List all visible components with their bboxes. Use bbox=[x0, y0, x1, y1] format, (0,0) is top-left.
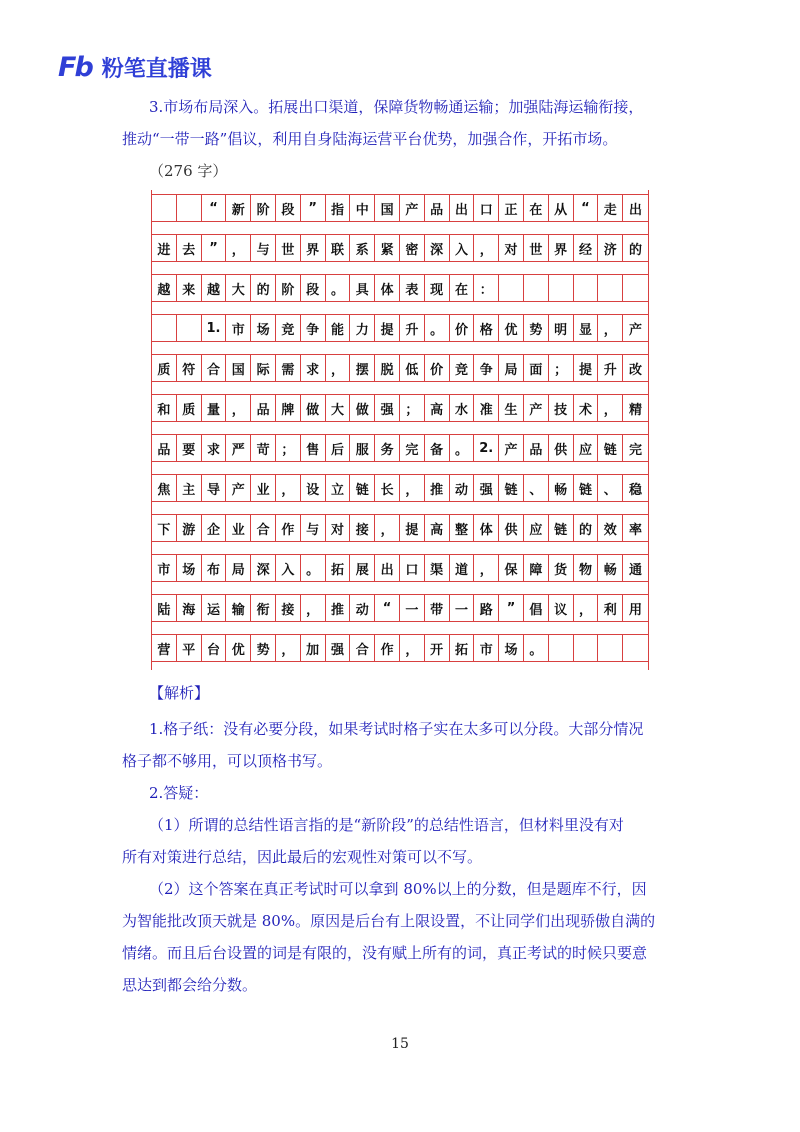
grid-cell: 段 bbox=[276, 195, 301, 221]
grid-cell: 后 bbox=[326, 435, 351, 461]
grid-cell: 。 bbox=[425, 315, 450, 341]
grid-cell: ” bbox=[499, 595, 524, 621]
grid-cell: 紧 bbox=[375, 235, 400, 261]
grid-cell: 供 bbox=[549, 435, 574, 461]
grid-cell: 作 bbox=[276, 515, 301, 541]
grid-row bbox=[152, 434, 648, 462]
grid-cell: ” bbox=[301, 195, 326, 221]
brand-name: 粉笔直播课 bbox=[101, 56, 212, 82]
analysis-line-7: 为智能批改顶天就是 80%。原因是后台有上限设置，不让同学们出现骄傲自满的 bbox=[122, 912, 656, 930]
analysis-line-8: 情绪。而且后台设置的词是有限的，没有赋上所有的词，真正考试的时候只要意 bbox=[122, 944, 648, 962]
grid-row bbox=[152, 514, 648, 542]
grid-cell: 品 bbox=[425, 195, 450, 221]
grid-cell: 链 bbox=[350, 475, 375, 501]
grid-cell: 做 bbox=[301, 395, 326, 421]
grid-cell: 企 bbox=[202, 515, 227, 541]
grid-cell: 售 bbox=[301, 435, 326, 461]
grid-cell: 界 bbox=[549, 235, 574, 261]
grid-cell: 密 bbox=[400, 235, 425, 261]
word-count: （276 字） bbox=[149, 162, 228, 180]
grid-cell: ； bbox=[276, 435, 301, 461]
grid-cell: 需 bbox=[276, 355, 301, 381]
grid-cell: 业 bbox=[226, 515, 251, 541]
grid-cell: 的 bbox=[251, 275, 276, 301]
grid-cell: 强 bbox=[326, 635, 351, 661]
grid-cell: 供 bbox=[499, 515, 524, 541]
grid-cell: 经 bbox=[574, 235, 599, 261]
grid-cell: 产 bbox=[499, 435, 524, 461]
grid-cell: 货 bbox=[549, 555, 574, 581]
grid-cell: 稳 bbox=[629, 482, 643, 498]
grid-cell: 争 bbox=[474, 355, 499, 381]
grid-cell: 出 bbox=[375, 555, 400, 581]
grid-cell: “ bbox=[574, 195, 599, 221]
grid-cell: 世 bbox=[524, 235, 549, 261]
grid-cell: 。 bbox=[301, 555, 326, 581]
grid-cell: 接 bbox=[350, 515, 375, 541]
grid-cell: 符 bbox=[177, 355, 202, 381]
grid-cell: 率 bbox=[629, 522, 643, 538]
grid-cell: 出 bbox=[450, 195, 475, 221]
grid-cell: ， bbox=[375, 515, 400, 541]
grid-cell bbox=[623, 275, 648, 301]
grid-cell bbox=[574, 275, 599, 301]
grid-cell: 入 bbox=[450, 235, 475, 261]
grid-cell: 质 bbox=[152, 355, 177, 381]
grid-cell: 整 bbox=[450, 515, 475, 541]
grid-cell: 设 bbox=[301, 475, 326, 501]
grid-cell: 动 bbox=[350, 595, 375, 621]
grid-cell: 保 bbox=[499, 555, 524, 581]
grid-cell: 术 bbox=[574, 395, 599, 421]
grid-cell: 和 bbox=[152, 395, 177, 421]
grid-cell: 焦 bbox=[152, 475, 177, 501]
grid-cell: 场 bbox=[177, 555, 202, 581]
grid-cell bbox=[524, 275, 549, 301]
grid-cell: 链 bbox=[549, 515, 574, 541]
analysis-title: 【解析】 bbox=[149, 684, 210, 702]
grid-cell: 摆 bbox=[350, 355, 375, 381]
grid-cell: “ bbox=[202, 195, 227, 221]
grid-cell: 强 bbox=[375, 395, 400, 421]
grid-cell: 走 bbox=[598, 195, 623, 221]
grid-row bbox=[152, 594, 648, 622]
grid-cell: 障 bbox=[524, 555, 549, 581]
grid-cell: 力 bbox=[350, 315, 375, 341]
grid-cell: 议 bbox=[549, 595, 574, 621]
grid-cell: ， bbox=[301, 595, 326, 621]
grid-cell: 段 bbox=[301, 275, 326, 301]
grid-cell: ” bbox=[202, 235, 227, 261]
page-number: 15 bbox=[391, 1036, 409, 1052]
grid-cell: 进 bbox=[152, 235, 177, 261]
grid-cell: 通 bbox=[629, 562, 643, 578]
grid-cell: 际 bbox=[251, 355, 276, 381]
grid-cell: 出 bbox=[629, 202, 643, 218]
grid-cell: 阶 bbox=[251, 195, 276, 221]
grid-cell: 推 bbox=[326, 595, 351, 621]
grid-cell: 价 bbox=[425, 355, 450, 381]
grid-cell bbox=[549, 635, 574, 661]
fb-logo-icon: Fb bbox=[58, 51, 92, 83]
grid-cell: 运 bbox=[202, 595, 227, 621]
grid-cell: 提 bbox=[574, 355, 599, 381]
grid-cell: 指 bbox=[326, 195, 351, 221]
analysis-line-2: 格子都不够用，可以顶格书写。 bbox=[122, 752, 333, 770]
grid-row bbox=[152, 474, 648, 502]
grid-cell: 大 bbox=[226, 275, 251, 301]
grid-cell: 济 bbox=[598, 235, 623, 261]
grid-cell: 展 bbox=[350, 555, 375, 581]
grid-cell: 要 bbox=[177, 435, 202, 461]
grid-cell: 合 bbox=[251, 515, 276, 541]
grid-cell: 导 bbox=[202, 475, 227, 501]
grid-cell: 对 bbox=[499, 235, 524, 261]
analysis-line-4: （1）所谓的总结性语言指的是“新阶段”的总结性语言，但材料里没有对 bbox=[149, 816, 624, 834]
grid-cell: 业 bbox=[251, 475, 276, 501]
grid-cell: 势 bbox=[251, 635, 276, 661]
grid-cell: 生 bbox=[499, 395, 524, 421]
grid-cell: 明 bbox=[549, 315, 574, 341]
grid-cell: ， bbox=[574, 595, 599, 621]
grid-cell: ： bbox=[474, 275, 499, 301]
grid-row bbox=[152, 194, 648, 222]
grid-cell: ； bbox=[400, 395, 425, 421]
grid-cell: 价 bbox=[450, 315, 475, 341]
grid-cell: 量 bbox=[202, 395, 227, 421]
grid-cell: ， bbox=[226, 235, 251, 261]
grid-cell: 2. bbox=[474, 435, 499, 461]
grid-cell: ， bbox=[276, 635, 301, 661]
grid-cell: “ bbox=[375, 595, 400, 621]
grid-cell: 势 bbox=[524, 315, 549, 341]
grid-cell: 界 bbox=[301, 235, 326, 261]
grid-cell bbox=[623, 635, 648, 661]
grid-cell: 体 bbox=[474, 515, 499, 541]
intro-line-1: 3.市场布局深入。拓展出口渠道，保障货物畅通运输；加强陆海运输衔接， bbox=[149, 98, 644, 116]
grid-cell: 世 bbox=[276, 235, 301, 261]
grid-cell: 高 bbox=[425, 515, 450, 541]
grid-cell: 道 bbox=[450, 555, 475, 581]
grid-cell bbox=[177, 195, 202, 221]
grid-cell: 深 bbox=[425, 235, 450, 261]
grid-cell: 精 bbox=[629, 402, 643, 418]
grid-cell: 竞 bbox=[450, 355, 475, 381]
grid-cell: 竞 bbox=[276, 315, 301, 341]
grid-cell: 下 bbox=[152, 515, 177, 541]
grid-cell: 、 bbox=[598, 475, 623, 501]
grid-cell bbox=[499, 275, 524, 301]
brand-logo bbox=[58, 52, 212, 82]
grid-cell: 输 bbox=[226, 595, 251, 621]
grid-cell: 长 bbox=[375, 475, 400, 501]
grid-cell: 提 bbox=[375, 315, 400, 341]
grid-cell: 物 bbox=[574, 555, 599, 581]
grid-cell: ， bbox=[276, 475, 301, 501]
grid-cell: 中 bbox=[350, 195, 375, 221]
grid-cell: 动 bbox=[450, 475, 475, 501]
grid-cell: 正 bbox=[499, 195, 524, 221]
grid-cell: 推 bbox=[425, 475, 450, 501]
grid-cell: 高 bbox=[425, 395, 450, 421]
grid-cell: 主 bbox=[177, 475, 202, 501]
grid-cell: 一 bbox=[450, 595, 475, 621]
grid-cell: 改 bbox=[629, 362, 643, 378]
grid-cell: 牌 bbox=[276, 395, 301, 421]
grid-cell: ， bbox=[598, 315, 623, 341]
grid-row bbox=[152, 554, 648, 582]
grid-cell: 应 bbox=[574, 435, 599, 461]
grid-cell: 场 bbox=[251, 315, 276, 341]
grid-cell: 在 bbox=[450, 275, 475, 301]
grid-cell: 带 bbox=[425, 595, 450, 621]
grid-cell: 立 bbox=[326, 475, 351, 501]
intro-line-2: 推动“一带一路”倡议，利用自身陆海运营平台优势，加强合作，开拓市场。 bbox=[122, 130, 618, 148]
grid-cell: 表 bbox=[400, 275, 425, 301]
grid-cell: 脱 bbox=[375, 355, 400, 381]
grid-cell: 产 bbox=[629, 322, 643, 338]
grid-cell: 联 bbox=[326, 235, 351, 261]
grid-cell: 越 bbox=[202, 275, 227, 301]
grid-cell: 入 bbox=[276, 555, 301, 581]
grid-cell bbox=[598, 635, 623, 661]
grid-cell: 游 bbox=[177, 515, 202, 541]
grid-cell: 现 bbox=[425, 275, 450, 301]
grid-cell bbox=[598, 275, 623, 301]
grid-cell: 拓 bbox=[326, 555, 351, 581]
grid-cell: 合 bbox=[350, 635, 375, 661]
grid-cell: 。 bbox=[326, 275, 351, 301]
grid-cell: 1. bbox=[202, 315, 227, 341]
grid-cell: 与 bbox=[301, 515, 326, 541]
grid-cell: 营 bbox=[152, 635, 177, 661]
grid-cell: 能 bbox=[326, 315, 351, 341]
grid-row bbox=[152, 234, 648, 262]
grid-cell: 国 bbox=[226, 355, 251, 381]
grid-cell: 产 bbox=[400, 195, 425, 221]
grid-cell: 求 bbox=[301, 355, 326, 381]
grid-cell: 用 bbox=[629, 602, 643, 618]
grid-cell: 利 bbox=[598, 595, 623, 621]
grid-cell: 开 bbox=[425, 635, 450, 661]
grid-cell: 口 bbox=[474, 195, 499, 221]
grid-cell: 局 bbox=[499, 355, 524, 381]
grid-cell: 升 bbox=[598, 355, 623, 381]
grid-cell: 来 bbox=[177, 275, 202, 301]
analysis-line-1: 1.格子纸：没有必要分段，如果考试时格子实在太多可以分段。大部分情况 bbox=[149, 720, 644, 738]
grid-cell: 链 bbox=[574, 475, 599, 501]
grid-cell: 完 bbox=[400, 435, 425, 461]
grid-cell: 的 bbox=[629, 242, 643, 258]
grid-cell: 畅 bbox=[598, 555, 623, 581]
grid-cell: 品 bbox=[524, 435, 549, 461]
grid-cell: 应 bbox=[524, 515, 549, 541]
grid-cell: 国 bbox=[375, 195, 400, 221]
grid-cell: 系 bbox=[350, 235, 375, 261]
grid-cell: 加 bbox=[301, 635, 326, 661]
grid-cell: 衔 bbox=[251, 595, 276, 621]
grid-cell: 效 bbox=[598, 515, 623, 541]
grid-row bbox=[152, 634, 648, 662]
grid-cell: ， bbox=[598, 395, 623, 421]
grid-cell: 场 bbox=[499, 635, 524, 661]
grid-cell: 一 bbox=[400, 595, 425, 621]
grid-cell: 提 bbox=[400, 515, 425, 541]
grid-cell bbox=[549, 275, 574, 301]
grid-cell: 、 bbox=[524, 475, 549, 501]
grid-cell: 对 bbox=[326, 515, 351, 541]
grid-cell: 越 bbox=[152, 275, 177, 301]
grid-cell: 备 bbox=[425, 435, 450, 461]
grid-cell: 格 bbox=[474, 315, 499, 341]
grid-cell: 渠 bbox=[425, 555, 450, 581]
grid-cell: 深 bbox=[251, 555, 276, 581]
analysis-line-6: （2）这个答案在真正考试时可以拿到 80%以上的分数，但是题库不行，因 bbox=[149, 880, 647, 898]
grid-row bbox=[152, 394, 648, 422]
grid-cell: 产 bbox=[524, 395, 549, 421]
grid-cell: 品 bbox=[152, 435, 177, 461]
grid-row bbox=[152, 314, 648, 342]
grid-cell: ， bbox=[400, 635, 425, 661]
grid-cell: 面 bbox=[524, 355, 549, 381]
grid-cell: 做 bbox=[350, 395, 375, 421]
grid-cell: 布 bbox=[202, 555, 227, 581]
grid-cell: 质 bbox=[177, 395, 202, 421]
grid-cell: 优 bbox=[499, 315, 524, 341]
grid-cell: 准 bbox=[474, 395, 499, 421]
grid-cell: 升 bbox=[400, 315, 425, 341]
grid-cell: 显 bbox=[574, 315, 599, 341]
grid-cell: 去 bbox=[177, 235, 202, 261]
grid-cell: 严 bbox=[226, 435, 251, 461]
grid-cell: 产 bbox=[226, 475, 251, 501]
grid-cell: 品 bbox=[251, 395, 276, 421]
analysis-line-9: 思达到都会给分数。 bbox=[122, 976, 258, 994]
grid-cell: 务 bbox=[375, 435, 400, 461]
grid-cell: 技 bbox=[549, 395, 574, 421]
grid-cell: 口 bbox=[400, 555, 425, 581]
grid-cell: 市 bbox=[226, 315, 251, 341]
grid-cell: 具 bbox=[350, 275, 375, 301]
grid-cell: 体 bbox=[375, 275, 400, 301]
grid-cell: 大 bbox=[326, 395, 351, 421]
grid-cell: 争 bbox=[301, 315, 326, 341]
grid-cell: 。 bbox=[524, 635, 549, 661]
grid-cell: 。 bbox=[450, 435, 475, 461]
grid-cell: 苛 bbox=[251, 435, 276, 461]
grid-cell bbox=[574, 635, 599, 661]
grid-cell: ， bbox=[226, 395, 251, 421]
grid-cell: 市 bbox=[152, 555, 177, 581]
grid-cell: 市 bbox=[474, 635, 499, 661]
grid-cell bbox=[152, 195, 177, 221]
grid-cell: 阶 bbox=[276, 275, 301, 301]
grid-cell: 新 bbox=[226, 195, 251, 221]
essay-grid-paper bbox=[151, 190, 649, 670]
grid-cell: 完 bbox=[629, 442, 643, 458]
grid-cell: 接 bbox=[276, 595, 301, 621]
grid-cell: 局 bbox=[226, 555, 251, 581]
grid-cell: 的 bbox=[574, 515, 599, 541]
grid-cell: 链 bbox=[499, 475, 524, 501]
grid-cell bbox=[177, 315, 202, 341]
grid-cell: 畅 bbox=[549, 475, 574, 501]
grid-row bbox=[152, 354, 648, 382]
grid-cell: ； bbox=[549, 355, 574, 381]
grid-cell: ， bbox=[326, 355, 351, 381]
grid-cell: 链 bbox=[598, 435, 623, 461]
analysis-line-5: 所有对策进行总结，因此最后的宏观性对策可以不写。 bbox=[122, 848, 483, 866]
analysis-line-3: 2.答疑： bbox=[149, 784, 209, 802]
grid-cell: 水 bbox=[450, 395, 475, 421]
grid-cell: ， bbox=[400, 475, 425, 501]
grid-cell: 求 bbox=[202, 435, 227, 461]
grid-cell: 优 bbox=[226, 635, 251, 661]
grid-cell: 倡 bbox=[524, 595, 549, 621]
grid-cell: 合 bbox=[202, 355, 227, 381]
grid-cell: 低 bbox=[400, 355, 425, 381]
grid-cell: ， bbox=[474, 235, 499, 261]
grid-cell: ， bbox=[474, 555, 499, 581]
grid-cell: 平 bbox=[177, 635, 202, 661]
grid-cell: 在 bbox=[524, 195, 549, 221]
grid-cell: 拓 bbox=[450, 635, 475, 661]
grid-cell: 与 bbox=[251, 235, 276, 261]
grid-cell: 台 bbox=[202, 635, 227, 661]
grid-cell: 陆 bbox=[152, 595, 177, 621]
grid-cell: 强 bbox=[474, 475, 499, 501]
grid-cell: 作 bbox=[375, 635, 400, 661]
grid-row bbox=[152, 274, 648, 302]
grid-cell: 从 bbox=[549, 195, 574, 221]
grid-cell: 路 bbox=[474, 595, 499, 621]
grid-cell bbox=[152, 315, 177, 341]
grid-cell: 服 bbox=[350, 435, 375, 461]
grid-cell: 海 bbox=[177, 595, 202, 621]
